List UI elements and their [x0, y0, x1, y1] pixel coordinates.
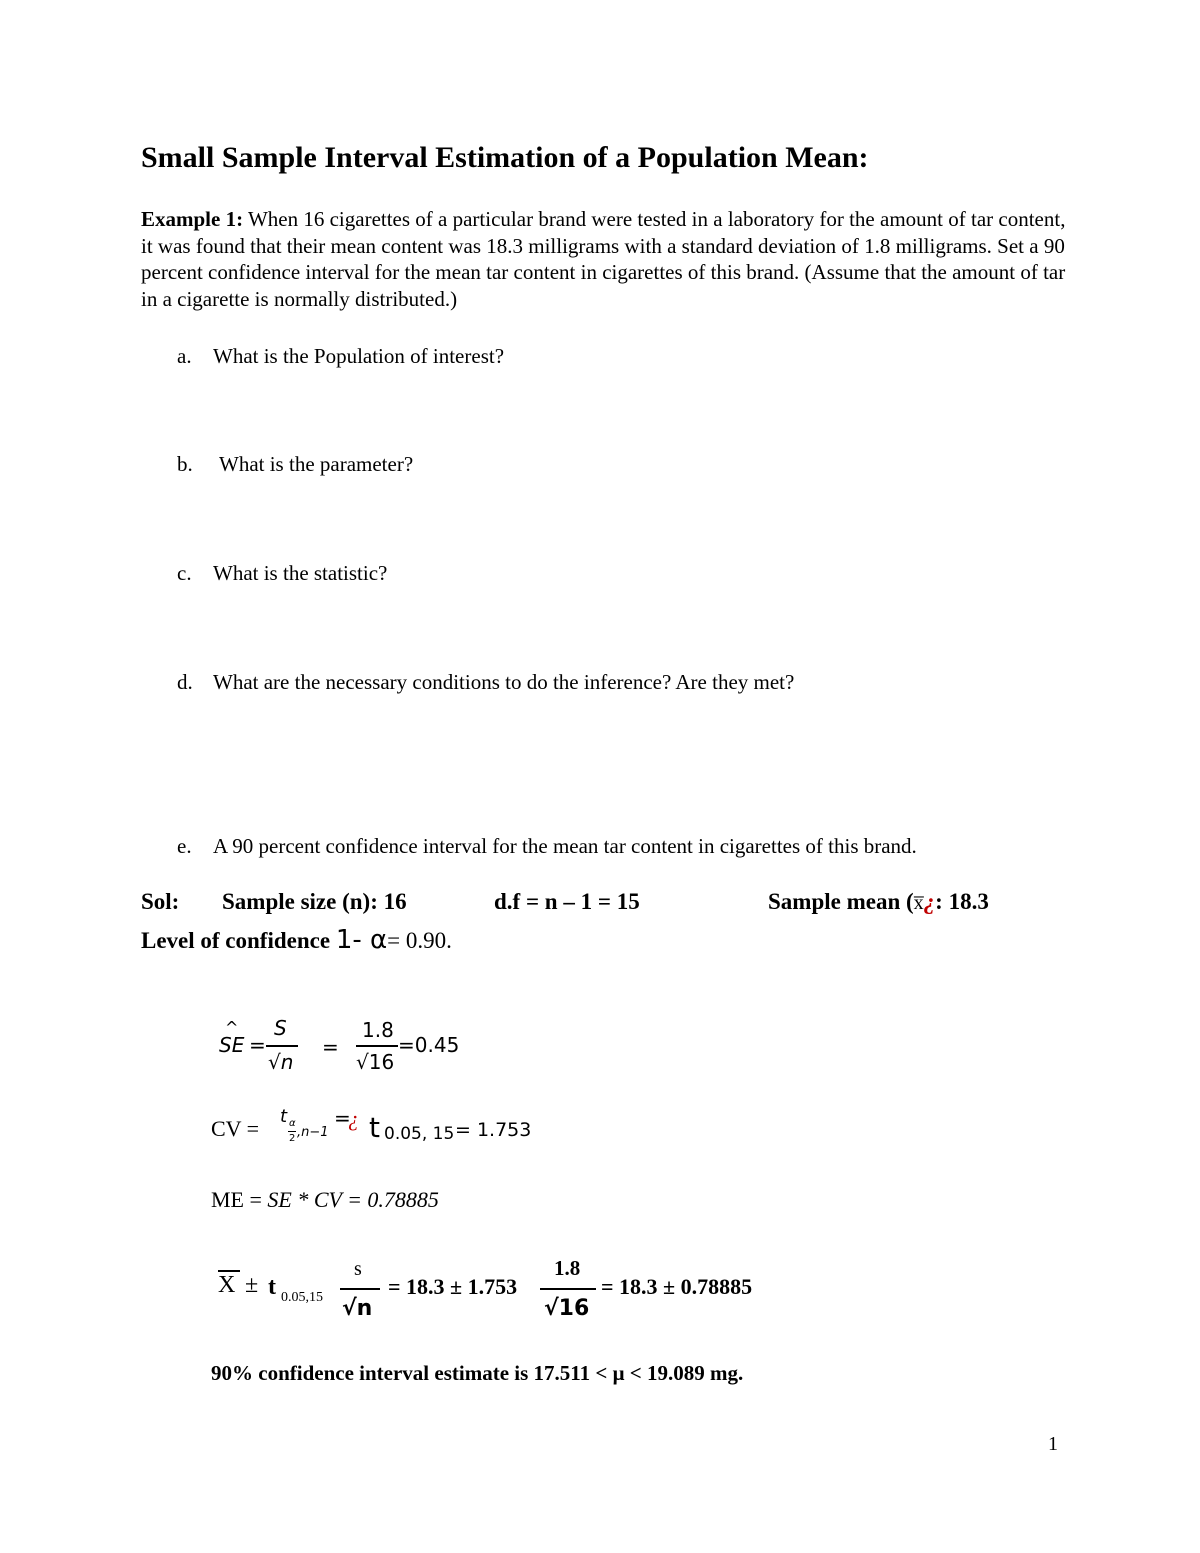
sample-mean-value: : 18.3: [935, 889, 989, 914]
question-text: What is the statistic?: [213, 561, 388, 585]
me-formula: [211, 1187, 439, 1213]
question-text: What is the parameter?: [219, 452, 414, 476]
cv-t2-subscript: 0.05, 15: [384, 1124, 455, 1144]
question-c: [177, 561, 387, 586]
example-label: Example 1:: [141, 207, 244, 231]
broken-glyph: ¿: [923, 889, 936, 914]
fraction-bar: [266, 1045, 298, 1047]
question-label: c.: [177, 561, 192, 585]
ci-t-subscript: 0.05,15: [281, 1290, 323, 1305]
question-e: [177, 834, 917, 859]
question-label: b.: [177, 452, 193, 476]
fraction-bar: [540, 1288, 596, 1290]
cv-equals: =: [334, 1106, 351, 1130]
fraction-bar: [340, 1288, 380, 1290]
ci-result: = 18.3 ± 0.78885: [601, 1274, 753, 1299]
question-label: d.: [177, 670, 193, 694]
degrees-of-freedom: d.f = n – 1 = 15: [494, 889, 640, 914]
xbar-symbol: x̅: [913, 892, 924, 914]
question-b: [177, 452, 413, 477]
example-paragraph: [141, 206, 1071, 312]
cv-two: 2: [289, 1133, 296, 1144]
sample-mean-label: Sample mean (: [768, 889, 914, 914]
ci-denominator: √n: [342, 1296, 373, 1321]
conclusion: 90% confidence interval estimate is 17.511 < μ < 19.089 mg.: [211, 1361, 744, 1385]
ci-x: X: [218, 1272, 236, 1298]
page-number: 1: [1048, 1433, 1058, 1455]
confidence-level: [141, 925, 452, 955]
cv-lhs: CV =: [211, 1116, 260, 1141]
sample-mean: [768, 889, 989, 915]
question-a: [177, 344, 504, 369]
se-hat: ^: [225, 1018, 239, 1037]
confidence-level-value: = 0.90.: [387, 928, 452, 953]
ci-denominator-2: √16: [544, 1296, 590, 1321]
cv-subscript: ,n−1: [297, 1125, 329, 1140]
se-numerator: S: [274, 1016, 287, 1040]
example-text: When 16 cigarettes of a particular brand were tested in a laboratory for the amount of tar content, it was found that their mean content was 18.3 milligrams with a standard deviation of 1.8 milligrams. Set a 90 percent confidence interval for the mean tar content in cigarettes of this brand. (Assume that the amount of tar in a cigarette is normally distributed.): [141, 207, 1066, 311]
me-lhs: ME =: [211, 1187, 268, 1212]
cv-t2: t: [369, 1111, 380, 1144]
se-equals-2: =: [322, 1035, 339, 1059]
se-denominator: √n: [268, 1050, 294, 1074]
page-title: Small Sample Interval Estimation of a Population Mean:: [141, 141, 869, 174]
question-text: A 90 percent confidence interval for the mean tar content in cigarettes of this brand.: [213, 834, 917, 858]
question-text: What is the Population of interest?: [213, 344, 505, 368]
broken-glyph: ¿: [348, 1106, 359, 1131]
se-result: =0.45: [398, 1033, 460, 1057]
question-d: [177, 670, 794, 695]
sample-size: Sample size (n): 16: [222, 889, 407, 914]
sol-label: Sol:: [141, 889, 180, 914]
me-rhs: SE * CV = 0.78885: [267, 1187, 439, 1212]
cv-alpha: α: [289, 1118, 296, 1129]
fraction-bar: [288, 1131, 296, 1132]
se-lhs: SE: [219, 1033, 245, 1057]
se-numerator-2: 1.8: [362, 1018, 394, 1042]
ci-numerator: s: [354, 1258, 362, 1280]
se-equals: =: [249, 1033, 266, 1057]
fraction-bar: [356, 1045, 398, 1047]
se-denominator-2: √16: [356, 1050, 395, 1074]
alpha-expression: 1- α: [335, 925, 388, 955]
ci-middle: = 18.3 ± 1.753: [388, 1274, 518, 1299]
cv-result: = 1.753: [455, 1119, 532, 1141]
cv-t: t: [280, 1106, 288, 1127]
ci-numerator-2: 1.8: [554, 1256, 581, 1280]
question-label: e.: [177, 834, 192, 858]
ci-t: t: [268, 1274, 276, 1300]
ci-plus-minus: ±: [245, 1272, 259, 1298]
question-label: a.: [177, 344, 192, 368]
confidence-level-label: Level of confidence: [141, 928, 331, 953]
question-text: What are the necessary conditions to do the inference? Are they met?: [213, 670, 795, 694]
